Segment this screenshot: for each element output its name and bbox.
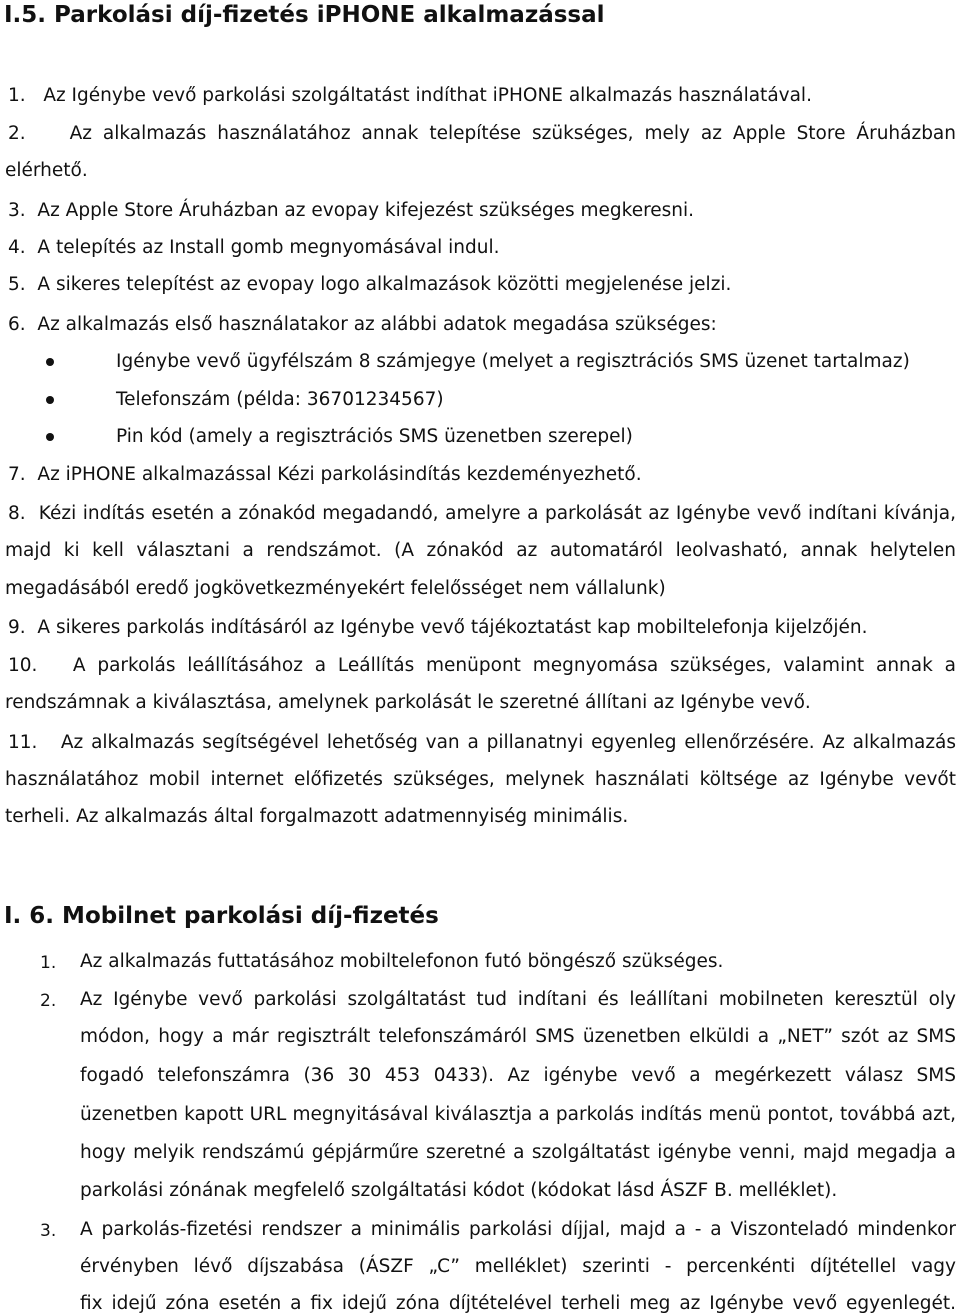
list-item: 6. Az alkalmazás első használatakor az alábbi adatok megadása szükséges:: [8, 314, 717, 335]
list-item-continuation: terheli. Az alkalmazás által forgalmazott adatmennyiség minimális.: [5, 806, 629, 827]
list-item: 9. A sikeres parkolás indításáról az Igénybe vevő tájékoztatást kap mobiltelefonja kijelzőjén.: [8, 617, 868, 638]
list-item-continuation: parkolási zónának megfelelő szolgáltatási kódot (kódokat lásd ÁSZF B. melléklet).: [80, 1180, 838, 1201]
list-item: Az Igénybe vevő parkolási szolgáltatást tud indítani és leállítani mobilneten keresztül oly: [80, 989, 956, 1010]
list-item-continuation: majd ki kell választani a rendszámot. (A zónakód az automatáról leolvasható, annak helytelen: [5, 540, 956, 561]
list-item: Az alkalmazás futtatásához mobiltelefonon futó böngésző szükséges.: [80, 951, 724, 972]
bullet-icon: [46, 396, 54, 404]
section-title-mobilnet: I. 6. Mobilnet parkolási díj-fizetés: [4, 903, 439, 929]
bullet-item: Telefonszám (példa: 36701234567): [116, 389, 444, 410]
list-item-continuation: elérhető.: [5, 160, 88, 181]
list-item-continuation: fix idejű zóna esetén a fix idejű zóna díjtételével terheli meg az Igénybe vevő egyenlegét.: [80, 1293, 956, 1314]
list-item: 4. A telepítés az Install gomb megnyomásával indul.: [8, 237, 500, 258]
section-title-iphone: I.5. Parkolási díj-fizetés iPHONE alkalmazással: [4, 2, 605, 28]
bullet-item: Igénybe vevő ügyfélszám 8 számjegye (melyet a regisztrációs SMS üzenet tartalmaz): [116, 351, 910, 372]
list-item: 8. Kézi indítás esetén a zónakód megadandó, amelyre a parkolását az Igénybe vevő indítani kívánja,: [8, 503, 956, 524]
list-item-continuation: érvényben lévő díjszabása (ÁSZF „C” melléklet) szerinti - percenkénti díjtétellel vagy: [80, 1256, 956, 1277]
bullet-item: Pin kód (amely a regisztrációs SMS üzenetben szerepel): [116, 426, 633, 447]
list-number: 2.: [40, 991, 57, 1011]
bullet-icon: [46, 358, 54, 366]
list-item: 7. Az iPHONE alkalmazással Kézi parkolásindítás kezdeményezhető.: [8, 464, 642, 485]
list-item-continuation: módon, hogy a már regisztrált telefonszámáról SMS üzenetben elküldi a „NET” szót az SMS: [80, 1026, 956, 1047]
list-item-continuation: üzenetben kapott URL megnyitásával kiválasztja a parkolás indítás menü pontot, továbbá azt,: [80, 1104, 956, 1125]
list-number: 3.: [40, 1221, 57, 1241]
list-item: 2. Az alkalmazás használatához annak telepítése szükséges, mely az Apple Store Áruházban: [8, 123, 956, 144]
list-number: 1.: [40, 953, 57, 973]
list-item-continuation: hogy melyik rendszámú gépjárműre szeretné a szolgáltatást igénybe venni, majd megadja a: [80, 1142, 956, 1163]
list-item-continuation: fogadó telefonszámra (36 30 453 0433). Az igénybe vevő a megérkezett válasz SMS: [80, 1065, 956, 1086]
list-item: 1. Az Igénybe vevő parkolási szolgáltatást indíthat iPHONE alkalmazás használatával.: [8, 85, 812, 106]
list-item: 5. A sikeres telepítést az evopay logo alkalmazások közötti megjelenése jelzi.: [8, 274, 732, 295]
list-item: 11. Az alkalmazás segítségével lehetőség van a pillanatnyi egyenleg ellenőrzésére. Az alkalmazás: [8, 732, 956, 753]
list-item: 10. A parkolás leállításához a Leállítás menüpont megnyomása szükséges, valamint annak a: [8, 655, 956, 676]
list-item-continuation: használatához mobil internet előfizetés szükséges, melynek használati költsége az Igénybe vevőt: [5, 769, 956, 790]
list-item-continuation: rendszámnak a kiválasztása, amelynek parkolását le szeretné állítani az Igénybe vevő.: [5, 692, 811, 713]
list-item: A parkolás-fizetési rendszer a minimális parkolási díjjal, majd a - a Viszonteladó mindenkor: [80, 1219, 956, 1240]
list-item-continuation: megadásából eredő jogkövetkezményekért felelősséget nem vállalunk): [5, 578, 666, 599]
bullet-icon: [46, 433, 54, 441]
list-item: 3. Az Apple Store Áruházban az evopay kifejezést szükséges megkeresni.: [8, 200, 695, 221]
